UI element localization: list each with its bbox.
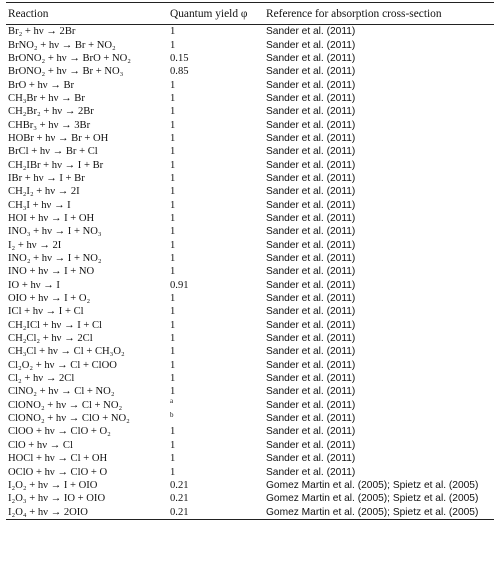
quantum-yield-cell (170, 372, 266, 385)
reference-cell: Sander et al. (2011) (266, 132, 356, 144)
reaction-cell: CH₂ICl + hν → I + Cl (8, 319, 103, 331)
reference-cell: Sander et al. (2011) (266, 239, 356, 251)
quantum-yield-value: 1 (170, 79, 176, 91)
table-row (6, 399, 494, 412)
table-row (6, 25, 494, 38)
quantum-yield-cell (170, 225, 266, 238)
reference-cell: Sander et al. (2011) (266, 373, 356, 385)
table-row (6, 439, 494, 452)
quantum-yield-cell (170, 492, 266, 505)
reaction-cell: CH₂Br₂ + hν → 2Br (8, 106, 94, 118)
quantum-yield-value: 1 (170, 92, 176, 104)
reaction-cell: IO + hν → I (8, 279, 60, 291)
quantum-yield-cell (170, 398, 266, 412)
quantum-yield-value: 1 (170, 39, 176, 51)
quantum-yield-value: 1 (170, 266, 176, 278)
reference-cell: Sander et al. (2011) (266, 52, 356, 64)
table-row (6, 359, 494, 372)
reaction-cell: CH₂I₂ + hν → 2I (8, 186, 80, 198)
reference-cell: Gomez Martin et al. (2005); Spietz et al. (2005) (266, 479, 479, 491)
reaction-cell: I₂O₂ + hν → I + OIO (8, 479, 98, 491)
quantum-yield-cell (170, 185, 266, 198)
quantum-yield-cell (170, 132, 266, 145)
reference-cell: Sander et al. (2011) (266, 226, 356, 238)
table-row (6, 172, 494, 185)
reference-cell: Sander et al. (2011) (266, 333, 356, 345)
reaction-cell: BrONO₂ + hν → Br + NO₃ (8, 66, 124, 78)
reaction-cell: ClO + hν → Cl (8, 439, 73, 451)
reference-cell: Sander et al. (2011) (266, 26, 356, 38)
quantum-yield-value: 0.21 (170, 493, 189, 505)
quantum-yield-value: 1 (170, 186, 176, 198)
table-row (6, 385, 494, 398)
quantum-yield-value: 1 (170, 319, 176, 331)
reaction-cell: CH₂Cl₂ + hν → 2Cl (8, 333, 93, 345)
table-row (6, 425, 494, 438)
table-row (6, 132, 494, 145)
reference-cell: Sander et al. (2011) (266, 359, 356, 371)
reaction-cell: OIO + hν → I + O₂ (8, 293, 91, 305)
quantum-yield-value: 0.91 (170, 279, 189, 291)
table-row (6, 198, 494, 211)
header-reference: Reference for absorption cross-section (266, 7, 442, 20)
quantum-yield-value: 1 (170, 346, 176, 358)
quantum-yield-cell (170, 105, 266, 118)
quantum-yield-value: 1 (170, 172, 176, 184)
reference-cell: Sander et al. (2011) (266, 119, 356, 131)
reaction-cell: Cl₂ + hν → 2Cl (8, 373, 75, 385)
quantum-yield-cell (170, 92, 266, 105)
reaction-cell: CH₃I + hν → I (8, 199, 71, 211)
quantum-yield-cell (170, 145, 266, 158)
reaction-cell: Cl₂O₂ + hν → Cl + ClOO (8, 359, 117, 371)
table-row (6, 92, 494, 105)
reaction-cell: ICl + hν → I + Cl (8, 306, 84, 318)
reference-cell: Sander et al. (2011) (266, 306, 356, 318)
quantum-yield-value: b (170, 410, 174, 419)
quantum-yield-value: 0.21 (170, 479, 189, 491)
reaction-cell: HOBr + hν → Br + OH (8, 132, 109, 144)
quantum-yield-value: 1 (170, 132, 176, 144)
reference-cell: Sander et al. (2011) (266, 439, 356, 451)
quantum-yield-cell (170, 332, 266, 345)
reference-cell: Sander et al. (2011) (266, 319, 356, 331)
reaction-cell: ClNO₂ + hν → Cl + NO₂ (8, 386, 115, 398)
reference-cell: Sander et al. (2011) (266, 92, 356, 104)
table-header (6, 3, 494, 24)
reaction-cell: BrCl + hν → Br + Cl (8, 146, 98, 158)
table-row (6, 465, 494, 478)
quantum-yield-cell (170, 439, 266, 452)
quantum-yield-cell (170, 279, 266, 292)
quantum-yield-cell (170, 119, 266, 132)
quantum-yield-value: a (170, 397, 174, 406)
reference-cell: Sander et al. (2011) (266, 199, 356, 211)
reference-cell: Sander et al. (2011) (266, 66, 356, 78)
reference-cell: Sander et al. (2011) (266, 386, 356, 398)
reference-cell: Sander et al. (2011) (266, 346, 356, 358)
table-row (6, 145, 494, 158)
table-row (6, 52, 494, 65)
quantum-yield-value: 1 (170, 226, 176, 238)
reference-cell: Sander et al. (2011) (266, 253, 356, 265)
table-row (6, 345, 494, 358)
reaction-cell: HOCl + hν → Cl + OH (8, 453, 108, 465)
table-body (6, 25, 494, 519)
table-row (6, 452, 494, 465)
quantum-yield-value: 1 (170, 439, 176, 451)
table-row (6, 252, 494, 265)
quantum-yield-value: 1 (170, 212, 176, 224)
table-row (6, 279, 494, 292)
reference-cell: Sander et al. (2011) (266, 146, 356, 158)
reference-cell: Sander et al. (2011) (266, 453, 356, 465)
quantum-yield-cell (170, 412, 266, 426)
quantum-yield-cell (170, 466, 266, 479)
quantum-yield-value: 1 (170, 26, 176, 38)
quantum-yield-value: 1 (170, 359, 176, 371)
reaction-cell: INO₃ + hν → I + NO₃ (8, 226, 102, 238)
quantum-yield-value: 1 (170, 159, 176, 171)
table-row (6, 239, 494, 252)
reaction-cell: INO₂ + hν → I + NO₂ (8, 253, 102, 265)
reaction-cell: CH₃Br + hν → Br (8, 92, 85, 104)
table-row (6, 38, 494, 51)
quantum-yield-cell (170, 199, 266, 212)
quantum-yield-value: 1 (170, 239, 176, 251)
quantum-yield-value: 1 (170, 253, 176, 265)
header-quantum-yield: Quantum yield φ (170, 7, 248, 20)
table-row (6, 212, 494, 225)
reaction-cell: CH₂IBr + hν → I + Br (8, 159, 104, 171)
reference-cell: Sander et al. (2011) (266, 106, 356, 118)
reference-cell: Sander et al. (2011) (266, 466, 356, 478)
quantum-yield-value: 1 (170, 453, 176, 465)
reaction-cell: ClOO + hν → ClO + O₂ (8, 426, 111, 438)
table-row (6, 105, 494, 118)
quantum-yield-cell (170, 319, 266, 332)
table-row (6, 372, 494, 385)
reference-cell: Sander et al. (2011) (266, 413, 356, 425)
table-row (6, 319, 494, 332)
quantum-yield-cell (170, 479, 266, 492)
table-row (6, 412, 494, 425)
quantum-yield-cell (170, 359, 266, 372)
quantum-yield-value: 1 (170, 199, 176, 211)
quantum-yield-cell (170, 265, 266, 278)
table-row (6, 292, 494, 305)
reference-cell: Sander et al. (2011) (266, 159, 356, 171)
table-row (6, 78, 494, 91)
table-row (6, 479, 494, 492)
quantum-yield-value: 1 (170, 386, 176, 398)
reference-cell: Sander et al. (2011) (266, 172, 356, 184)
quantum-yield-cell (170, 159, 266, 172)
reaction-cell: ClONO₂ + hν → Cl + NO₂ (8, 399, 123, 411)
reference-cell: Sander et al. (2011) (266, 186, 356, 198)
reference-cell: Gomez Martin et al. (2005); Spietz et al. (2005) (266, 493, 479, 505)
quantum-yield-value: 0.15 (170, 52, 189, 64)
reference-cell: Sander et al. (2011) (266, 212, 356, 224)
quantum-yield-value: 0.85 (170, 66, 189, 78)
quantum-yield-cell (170, 239, 266, 252)
quantum-yield-cell (170, 65, 266, 78)
quantum-yield-cell (170, 172, 266, 185)
quantum-yield-cell (170, 452, 266, 465)
reaction-cell: I₂ + hν → 2I (8, 239, 62, 251)
quantum-yield-value: 1 (170, 426, 176, 438)
quantum-yield-cell (170, 39, 266, 52)
table-row (6, 118, 494, 131)
quantum-yield-cell (170, 252, 266, 265)
table-row (6, 265, 494, 278)
bottom-rule (6, 519, 494, 520)
reaction-cell: HOI + hν → I + OH (8, 212, 95, 224)
reference-cell: Sander et al. (2011) (266, 79, 356, 91)
table-row (6, 305, 494, 318)
quantum-yield-cell (170, 425, 266, 438)
table-row (6, 158, 494, 171)
reference-cell: Sander et al. (2011) (266, 279, 356, 291)
quantum-yield-cell (170, 292, 266, 305)
quantum-yield-cell (170, 345, 266, 358)
quantum-yield-cell (170, 506, 266, 519)
quantum-yield-value: 1 (170, 466, 176, 478)
quantum-yield-cell (170, 305, 266, 318)
reaction-cell: BrO + hν → Br (8, 79, 75, 91)
quantum-yield-cell (170, 25, 266, 38)
quantum-yield-cell (170, 52, 266, 65)
reference-cell: Sander et al. (2011) (266, 39, 356, 51)
table-row (6, 185, 494, 198)
reaction-cell: OClO + hν → ClO + O (8, 466, 108, 478)
table-row (6, 492, 494, 505)
quantum-yield-cell (170, 385, 266, 398)
reaction-cell: I₂O₄ + hν → 2OIO (8, 506, 88, 518)
quantum-yield-value: 1 (170, 333, 176, 345)
table-row (6, 505, 494, 518)
quantum-yield-value: 1 (170, 119, 176, 131)
photolysis-table (6, 2, 494, 520)
reference-cell: Sander et al. (2011) (266, 293, 356, 305)
table-row (6, 225, 494, 238)
reaction-cell: Br₂ + hν → 2Br (8, 26, 76, 38)
reaction-cell: I₂O₃ + hν → IO + OIO (8, 493, 106, 505)
reference-cell: Sander et al. (2011) (266, 266, 356, 278)
quantum-yield-value: 1 (170, 373, 176, 385)
quantum-yield-cell (170, 212, 266, 225)
reference-cell: Gomez Martin et al. (2005); Spietz et al. (2005) (266, 506, 479, 518)
table-row (6, 332, 494, 345)
quantum-yield-value: 1 (170, 306, 176, 318)
quantum-yield-value: 0.21 (170, 506, 189, 518)
reaction-cell: BrONO₂ + hν → BrO + NO₂ (8, 52, 131, 64)
quantum-yield-cell (170, 79, 266, 92)
reaction-cell: BrNO₂ + hν → Br + NO₂ (8, 39, 116, 51)
reference-cell: Sander et al. (2011) (266, 399, 356, 411)
table-row (6, 65, 494, 78)
reaction-cell: IBr + hν → I + Br (8, 172, 85, 184)
reaction-cell: CH₃Cl + hν → Cl + CH₃O₂ (8, 346, 125, 358)
reaction-cell: ClONO₂ + hν → ClO + NO₂ (8, 413, 130, 425)
reaction-cell: CHBr₃ + hν → 3Br (8, 119, 91, 131)
quantum-yield-value: 1 (170, 106, 176, 118)
quantum-yield-value: 1 (170, 146, 176, 158)
header-reaction: Reaction (8, 7, 49, 20)
reaction-cell: INO + hν → I + NO (8, 266, 95, 278)
quantum-yield-value: 1 (170, 293, 176, 305)
reference-cell: Sander et al. (2011) (266, 426, 356, 438)
